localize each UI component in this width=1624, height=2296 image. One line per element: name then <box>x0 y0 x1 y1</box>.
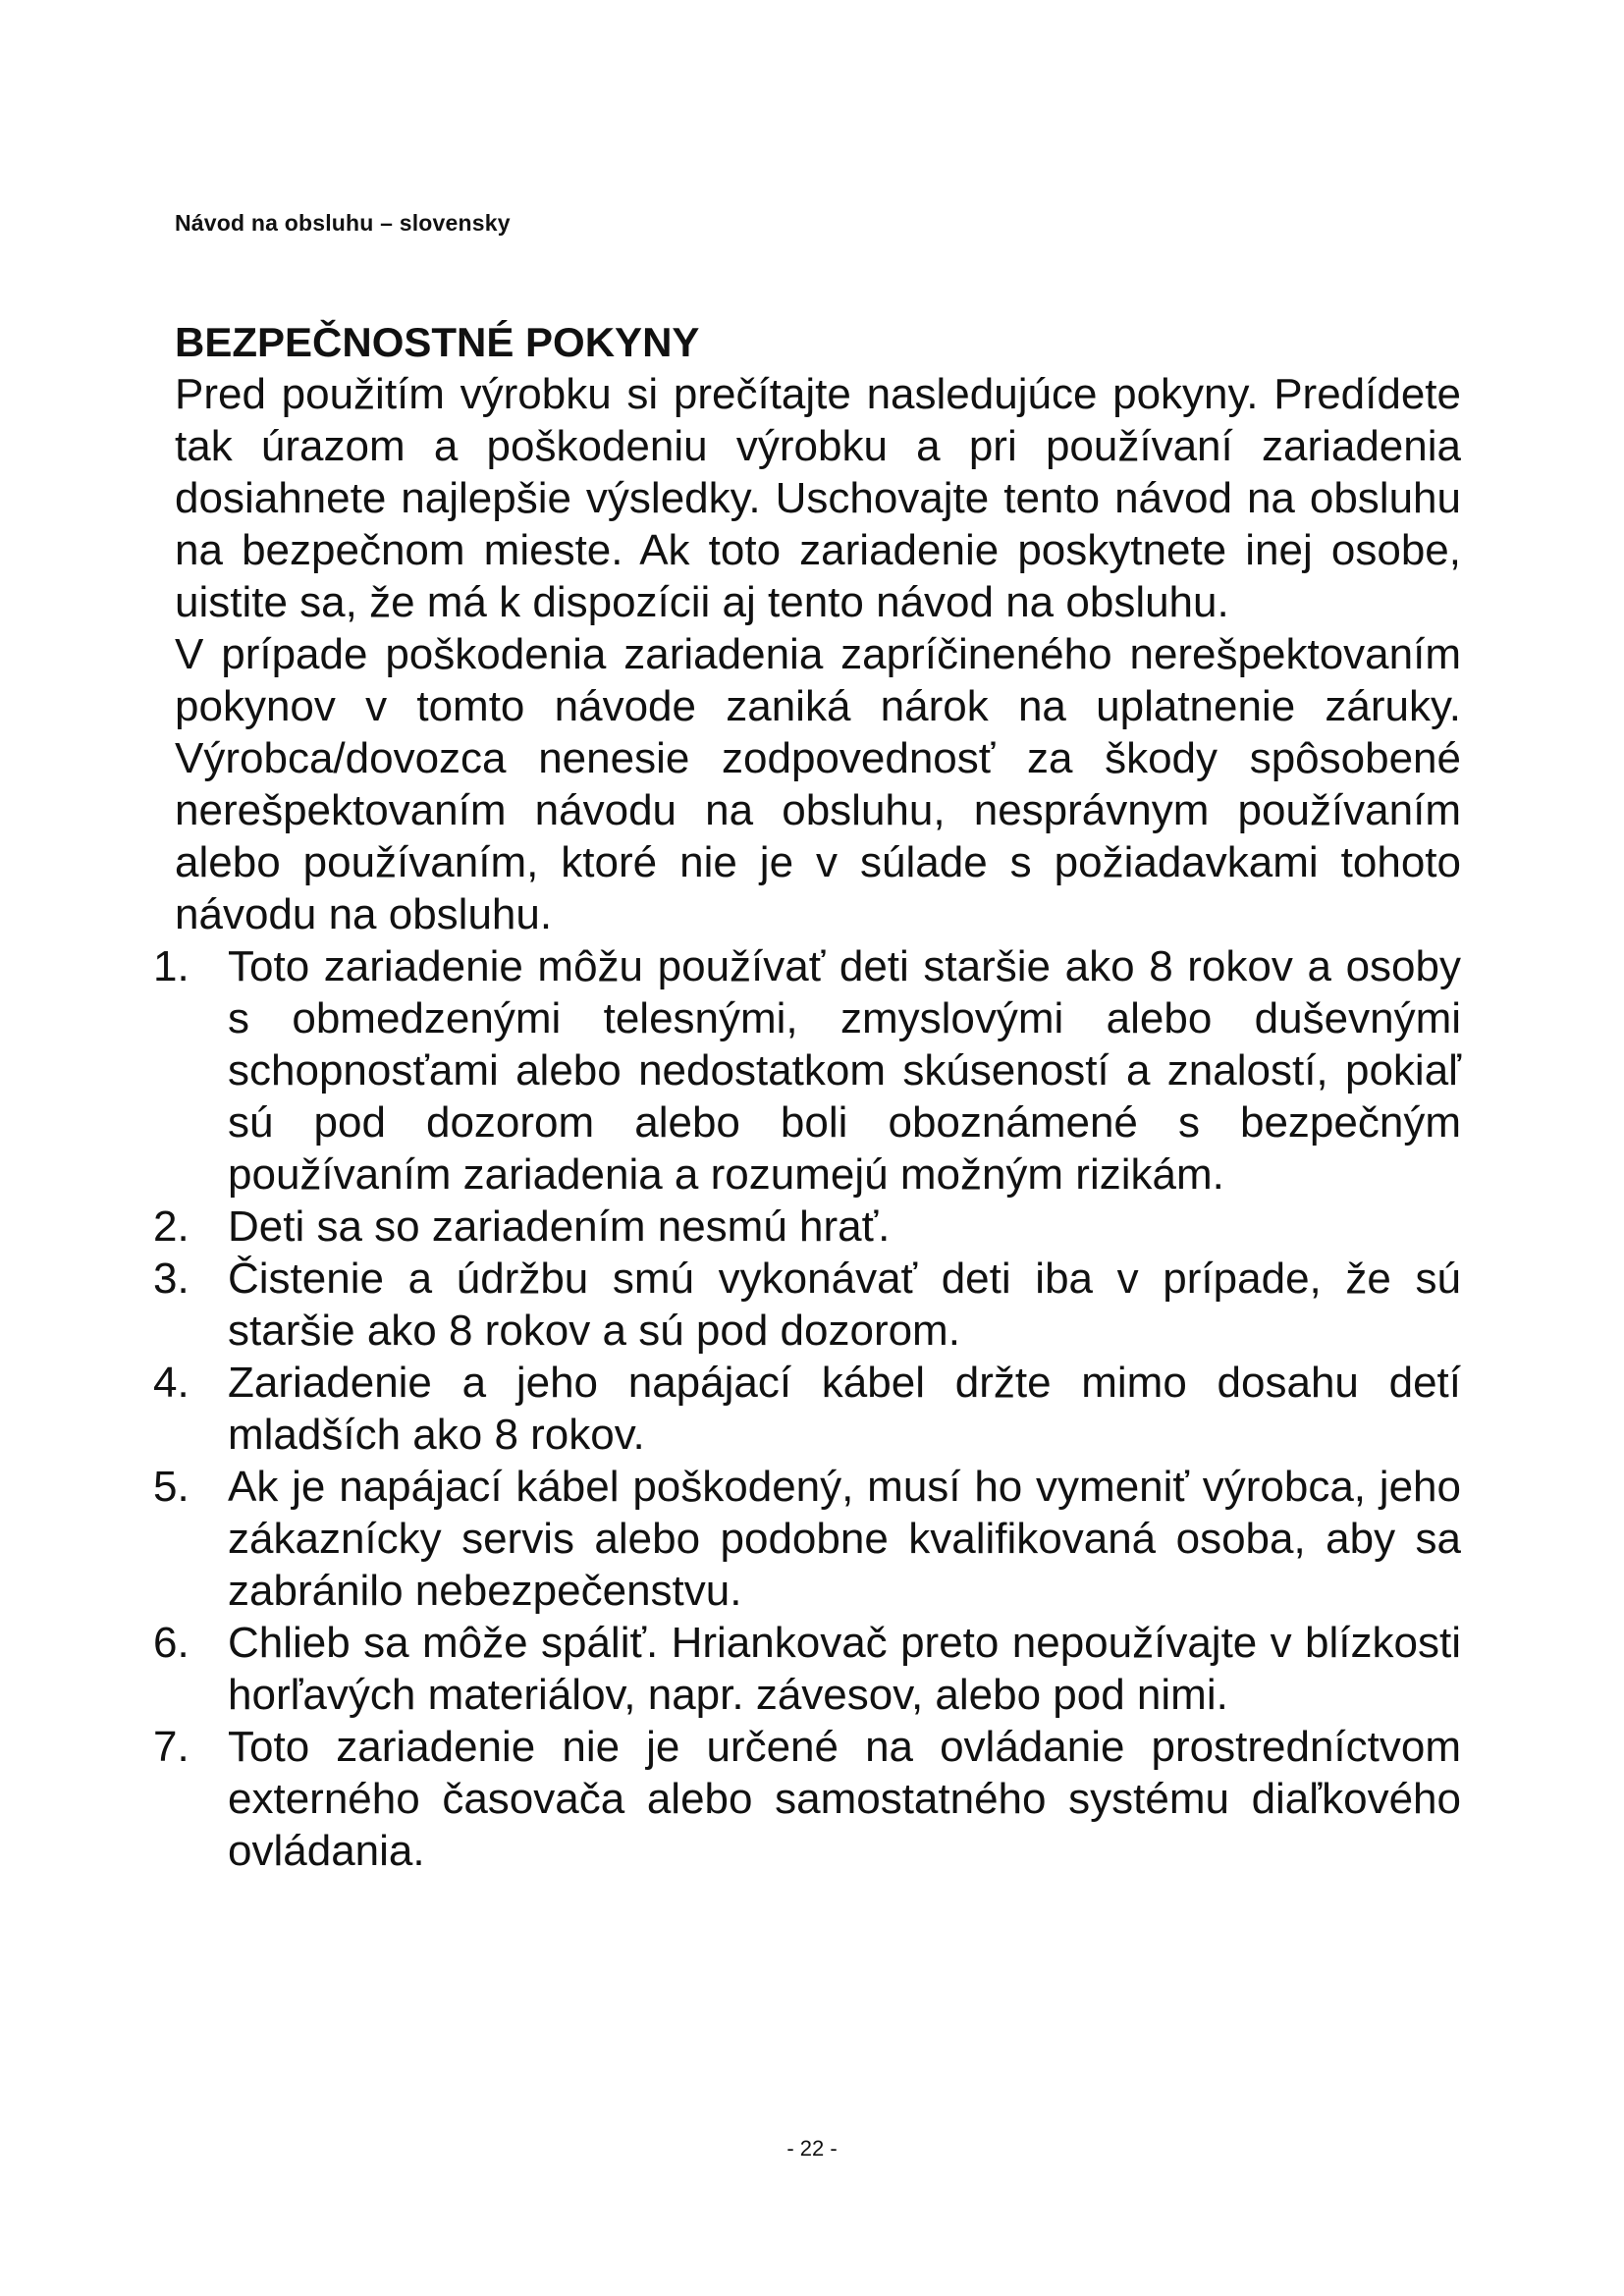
list-item <box>153 1201 1461 1253</box>
list-item-text: Chlieb sa môže spáliť. Hriankovač preto nepoužívajte v blízkosti horľavých materiálov, napr. závesov, alebo pod nimi. <box>228 1619 1461 1719</box>
list-item-text: Toto zariadenie nie je určené na ovládanie prostredníctvom externého časovača alebo samostatného systému diaľkového ovládania. <box>228 1723 1461 1875</box>
safety-list <box>153 940 1461 1877</box>
list-item <box>153 1253 1461 1357</box>
list-item <box>153 1721 1461 1877</box>
list-item-number: 6. <box>153 1619 189 1667</box>
list-item-number: 5. <box>153 1463 189 1511</box>
list-item-number: 4. <box>153 1359 189 1407</box>
list-item-number: 7. <box>153 1723 189 1771</box>
list-item-text: Ak je napájací kábel poškodený, musí ho vymeniť výrobca, jeho zákaznícky servis alebo podobne kvalifikovaná osoba, aby sa zabránilo nebezpečenstvu. <box>228 1463 1461 1615</box>
list-item-text: Toto zariadenie môžu používať deti staršie ako 8 rokov a osoby s obmedzenými telesnými, zmyslovými alebo duševnými schopnosťami alebo nedostatkom skúseností a znalostí, pokiaľ sú pod dozorom alebo boli oboznámené s bezpečným používaním zariadenia a rozumejú možným rizikám. <box>228 942 1461 1199</box>
list-item-number: 1. <box>153 942 189 990</box>
list-item <box>153 1461 1461 1617</box>
list-item <box>153 940 1461 1201</box>
warranty-paragraph: V prípade poškodenia zariadenia zapríčineného nerešpektovaním pokynov v tomto návode zaniká nárok na uplatnenie záruky. Výrobca/dovozca nenesie zodpovednosť za škody spôsobené nerešpektovaním návodu na obsluhu, nesprávnym používaním alebo používaním, ktoré nie je v súlade s požiadavkami tohoto návodu na obsluhu. <box>175 630 1461 938</box>
page-number: - 22 - <box>786 2136 838 2161</box>
list-item-text: Čistenie a údržbu smú vykonávať deti iba v prípade, že sú staršie ako 8 rokov a sú pod dozorom. <box>228 1255 1461 1355</box>
list-item-number: 3. <box>153 1255 189 1303</box>
list-item <box>153 1617 1461 1721</box>
list-item-text: Zariadenie a jeho napájací kábel držte mimo dosahu detí mladších ako 8 rokov. <box>228 1359 1461 1459</box>
section-title: BEZPEČNOSTNÉ POKYNY <box>175 319 700 365</box>
intro-paragraph: Pred použitím výrobku si prečítajte nasledujúce pokyny. Predídete tak úrazom a poškodeniu výrobku a pri používaní zariadenia dosiahnete najlepšie výsledky. Uschovajte tento návod na obsluhu na bezpečnom mieste. Ak toto zariadenie poskytnete inej osobe, uistite sa, že má k dispozícii aj tento návod na obsluhu. <box>175 370 1461 626</box>
list-item-number: 2. <box>153 1202 189 1251</box>
list-item <box>153 1357 1461 1461</box>
list-item-text: Deti sa so zariadením nesmú hrať. <box>228 1202 891 1251</box>
running-header: Návod na obsluhu – slovensky <box>175 210 511 236</box>
safety-instructions-section <box>153 316 1461 1877</box>
